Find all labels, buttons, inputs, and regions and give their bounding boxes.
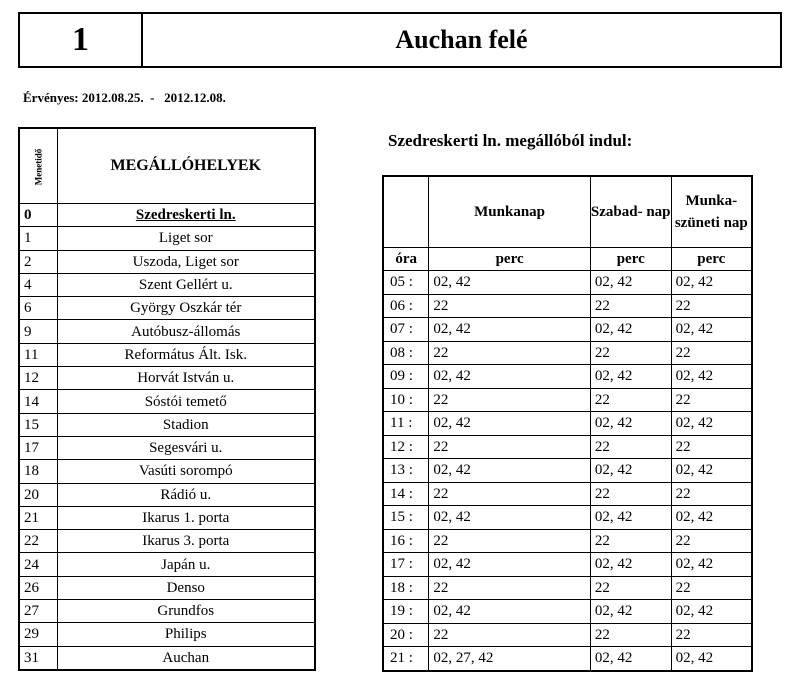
saturday-minutes: 02, 42: [590, 506, 671, 530]
hour-row: [383, 435, 752, 459]
holiday-minutes: 22: [671, 341, 752, 365]
hour: 12 :: [383, 435, 429, 459]
stops-header: MEGÁLLÓHELYEK: [57, 128, 315, 204]
hour: 14 :: [383, 482, 429, 506]
travel-time: 20: [19, 483, 57, 506]
stop-row: [19, 297, 315, 320]
travel-time: 17: [19, 436, 57, 459]
workday-minutes: 22: [429, 435, 590, 459]
hour-row: [383, 318, 752, 342]
travel-time: 4: [19, 273, 57, 296]
stop-row: [19, 227, 315, 250]
holiday-minutes: 02, 42: [671, 600, 752, 624]
saturday-minutes: 02, 42: [590, 271, 671, 295]
holiday-minutes: 22: [671, 623, 752, 647]
holiday-minutes: 22: [671, 482, 752, 506]
holiday-header: Munka- szüneti nap: [671, 176, 752, 248]
workday-minutes: 02, 42: [429, 459, 590, 483]
stop-name: Sóstói temető: [57, 390, 315, 413]
stop-name: Szedreskerti ln.: [57, 204, 315, 227]
travel-time: 2: [19, 250, 57, 273]
saturday-minutes: 02, 42: [590, 459, 671, 483]
travel-time: 31: [19, 646, 57, 670]
destination-title: Auchan felé: [395, 25, 528, 54]
hour: 09 :: [383, 365, 429, 389]
holiday-minutes: 02, 42: [671, 553, 752, 577]
stop-row: [19, 483, 315, 506]
workday-minutes: 22: [429, 529, 590, 553]
hour: 21 :: [383, 647, 429, 671]
hour-row: [383, 576, 752, 600]
stop-row: [19, 250, 315, 273]
holiday-minutes: 02, 42: [671, 506, 752, 530]
travel-time: 29: [19, 623, 57, 646]
saturday-minutes: 02, 42: [590, 647, 671, 671]
stop-name: Philips: [57, 623, 315, 646]
empty-header: [383, 176, 429, 248]
hour-row: [383, 388, 752, 412]
hour: 15 :: [383, 506, 429, 530]
stop-name: Liget sor: [57, 227, 315, 250]
workday-minutes: 02, 42: [429, 365, 590, 389]
stop-name: Református Ált. Isk.: [57, 343, 315, 366]
stop-name: György Oszkár tér: [57, 297, 315, 320]
minute-label: perc: [429, 248, 590, 271]
hour: 07 :: [383, 318, 429, 342]
holiday-minutes: 02, 42: [671, 365, 752, 389]
holiday-minutes: 02, 42: [671, 647, 752, 671]
stop-row: [19, 390, 315, 413]
stop-name: Autóbusz-állomás: [57, 320, 315, 343]
travel-time: 11: [19, 343, 57, 366]
stop-name: Rádió u.: [57, 483, 315, 506]
workday-minutes: 02, 42: [429, 506, 590, 530]
saturday-minutes: 02, 42: [590, 318, 671, 342]
workday-minutes: 02, 42: [429, 412, 590, 436]
saturday-minutes: 22: [590, 341, 671, 365]
workday-minutes: 22: [429, 388, 590, 412]
stops-table: [18, 127, 316, 671]
stop-name: Segesvári u.: [57, 436, 315, 459]
hour-row: [383, 294, 752, 318]
hour: 17 :: [383, 553, 429, 577]
stop-row: [19, 436, 315, 459]
title-box: [18, 12, 782, 68]
saturday-header: Szabad- nap: [590, 176, 671, 248]
stop-row: [19, 343, 315, 366]
hour-row: [383, 600, 752, 624]
stop-row: [19, 646, 315, 670]
hour: 06 :: [383, 294, 429, 318]
travel-time: 14: [19, 390, 57, 413]
travel-time: 26: [19, 576, 57, 599]
travel-time: 15: [19, 413, 57, 436]
stop-name: Ikarus 3. porta: [57, 530, 315, 553]
saturday-minutes: 22: [590, 294, 671, 318]
stop-name: Japán u.: [57, 553, 315, 576]
stop-name: Ikarus 1. porta: [57, 506, 315, 529]
stop-name: Szent Gellért u.: [57, 273, 315, 296]
stop-row: [19, 553, 315, 576]
stop-row: [19, 320, 315, 343]
stop-name: Denso: [57, 576, 315, 599]
saturday-minutes: 22: [590, 529, 671, 553]
stop-row: [19, 413, 315, 436]
stop-row: [19, 576, 315, 599]
hour-row: [383, 412, 752, 436]
saturday-minutes: 02, 42: [590, 365, 671, 389]
minute-label: perc: [671, 248, 752, 271]
stop-row: [19, 460, 315, 483]
workday-minutes: 22: [429, 341, 590, 365]
hour: 10 :: [383, 388, 429, 412]
travel-time: 12: [19, 367, 57, 390]
saturday-minutes: 22: [590, 623, 671, 647]
hour-row: [383, 506, 752, 530]
holiday-minutes: 22: [671, 435, 752, 459]
workday-minutes: 22: [429, 482, 590, 506]
hour: 05 :: [383, 271, 429, 295]
hour: 11 :: [383, 412, 429, 436]
hour-label: óra: [383, 248, 429, 271]
workday-minutes: 02, 42: [429, 553, 590, 577]
hour: 16 :: [383, 529, 429, 553]
travel-time: 0: [19, 204, 57, 227]
saturday-minutes: 02, 42: [590, 600, 671, 624]
hour-row: [383, 365, 752, 389]
travel-time: 22: [19, 530, 57, 553]
stop-row: [19, 204, 315, 227]
holiday-minutes: 22: [671, 576, 752, 600]
stop-row: [19, 367, 315, 390]
stop-row: [19, 600, 315, 623]
travel-time: 21: [19, 506, 57, 529]
stop-name: Vasúti sorompó: [57, 460, 315, 483]
hour-row: [383, 529, 752, 553]
saturday-minutes: 02, 42: [590, 412, 671, 436]
travel-time-header: Menetidő: [19, 128, 57, 204]
hour: 13 :: [383, 459, 429, 483]
travel-time: 6: [19, 297, 57, 320]
saturday-minutes: 22: [590, 482, 671, 506]
workday-header: Munkanap: [429, 176, 590, 248]
stop-name: Auchan: [57, 646, 315, 670]
hour: 08 :: [383, 341, 429, 365]
workday-minutes: 22: [429, 576, 590, 600]
travel-time: 1: [19, 227, 57, 250]
holiday-minutes: 02, 42: [671, 271, 752, 295]
stop-name: Grundfos: [57, 600, 315, 623]
minute-label: perc: [590, 248, 671, 271]
stop-name: Horvát István u.: [57, 367, 315, 390]
hour-row: [383, 553, 752, 577]
hour-row: [383, 623, 752, 647]
holiday-minutes: 02, 42: [671, 412, 752, 436]
holiday-minutes: 22: [671, 388, 752, 412]
workday-minutes: 02, 42: [429, 271, 590, 295]
stop-row: [19, 530, 315, 553]
stop-row: [19, 506, 315, 529]
saturday-minutes: 22: [590, 435, 671, 459]
holiday-minutes: 02, 42: [671, 459, 752, 483]
stop-name: Stadion: [57, 413, 315, 436]
stop-name: Uszoda, Liget sor: [57, 250, 315, 273]
hour: 20 :: [383, 623, 429, 647]
stop-row: [19, 623, 315, 646]
saturday-minutes: 02, 42: [590, 553, 671, 577]
workday-minutes: 22: [429, 294, 590, 318]
travel-time: 18: [19, 460, 57, 483]
workday-minutes: 02, 27, 42: [429, 647, 590, 671]
departure-table: [382, 175, 753, 672]
hour-row: [383, 482, 752, 506]
line-number: 1: [20, 14, 143, 66]
holiday-minutes: 22: [671, 294, 752, 318]
travel-time: 27: [19, 600, 57, 623]
workday-minutes: 22: [429, 623, 590, 647]
validity-period: Érvényes: 2012.08.25. - 2012.12.08.: [23, 90, 226, 105]
hour: 19 :: [383, 600, 429, 624]
workday-minutes: 02, 42: [429, 600, 590, 624]
hour: 18 :: [383, 576, 429, 600]
hour-row: [383, 271, 752, 295]
saturday-minutes: 22: [590, 576, 671, 600]
hour-row: [383, 647, 752, 671]
hour-row: [383, 459, 752, 483]
departure-heading: Szedreskerti ln. megállóból indul:: [388, 131, 633, 150]
holiday-minutes: 22: [671, 529, 752, 553]
hour-row: [383, 341, 752, 365]
saturday-minutes: 22: [590, 388, 671, 412]
holiday-minutes: 02, 42: [671, 318, 752, 342]
stop-row: [19, 273, 315, 296]
travel-time: 24: [19, 553, 57, 576]
travel-time: 9: [19, 320, 57, 343]
workday-minutes: 02, 42: [429, 318, 590, 342]
